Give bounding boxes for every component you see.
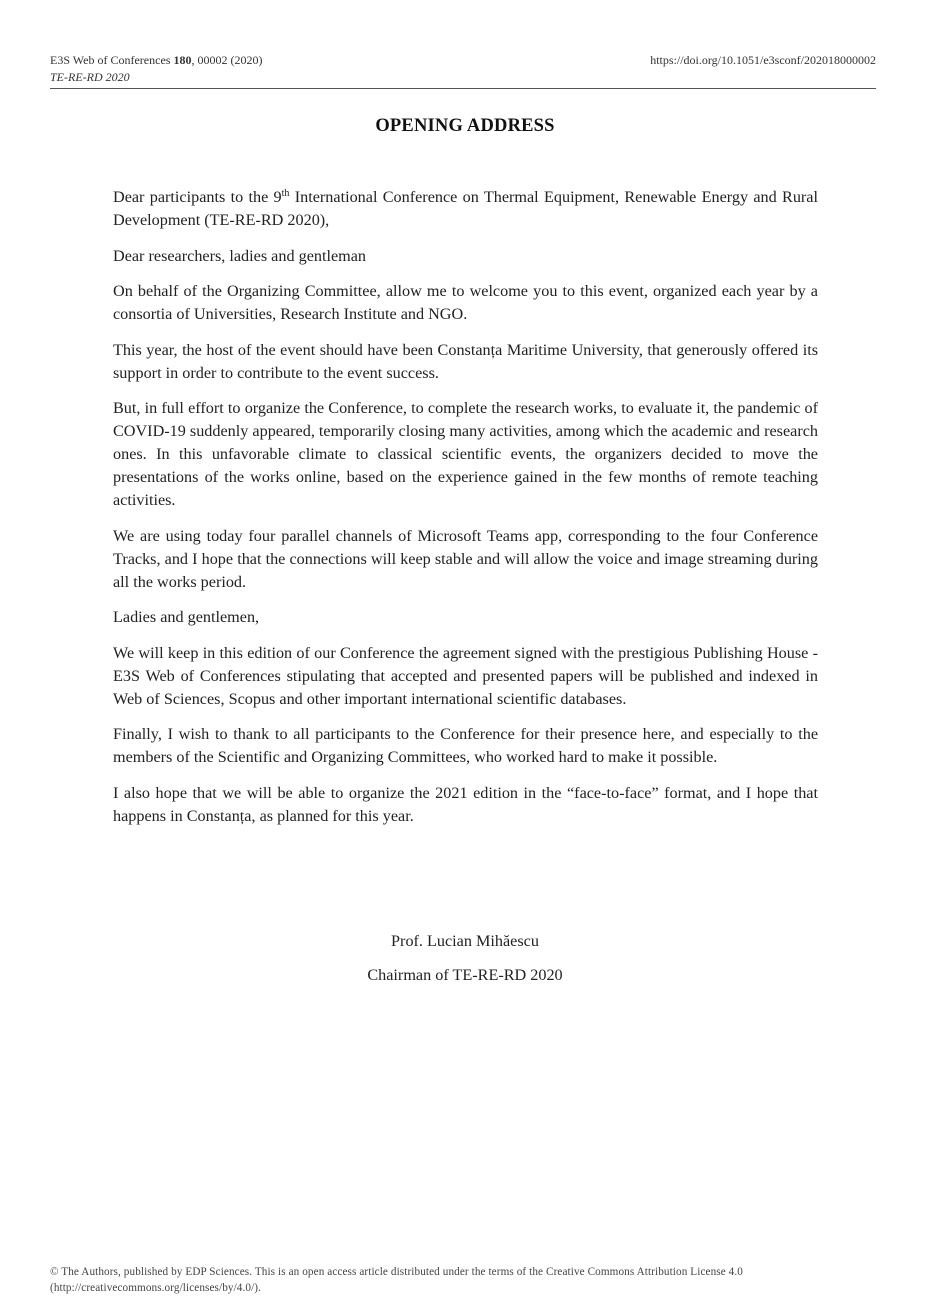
ordinal-superscript: th [281, 188, 290, 199]
conference-series: TE-RE-RD 2020 [50, 70, 130, 84]
paragraph-channels: We are using today four parallel channels of Microsoft Teams app, corresponding to the four Conference Tracks, and I hope that the connections will keep stable and will allow the voice and image streaming during all the works period. [113, 526, 818, 591]
paragraph-welcome: On behalf of the Organizing Committee, allow me to welcome you to this event, organized each year by a consortia of Universities, Research Institute and NGO. [113, 282, 818, 323]
paragraph-host: This year, the host of the event should have been Constanța Maritime University, that generously offered its support in order to contribute to the event success. [113, 340, 818, 382]
paragraph-salutation: Dear researchers, ladies and gentleman [113, 246, 367, 265]
paragraph-thanks: Finally, I wish to thank to all participants to the Conference for their presence here, and especially to the members of the Scientific and Organizing Committees, who worked hard to make it possible. [113, 725, 818, 766]
address-body [113, 186, 818, 840]
running-header-left [50, 52, 262, 86]
license-line-1: © The Authors, published by EDP Sciences. This is an open access article distributed under the terms of the Creative Commons Attribution License 4.0 [50, 1266, 743, 1278]
license-url[interactable]: (http://creativecommons.org/licenses/by/4.0/). [50, 1282, 262, 1294]
paragraph-ladies: Ladies and gentlemen, [113, 608, 260, 626]
signatory-role: Chairman of TE-RE-RD 2020 [367, 966, 563, 984]
volume-number: 180 [173, 53, 192, 67]
paragraph-hope: I also hope that we will be able to organize the 2021 edition in the “face-to-face” format, and I hope that happens in Constanța, as planned for this year. [113, 783, 818, 825]
paragraph-publishing: We will keep in this edition of our Conference the agreement signed with the prestigious Publishing House - E3S Web of Conferences stipulating that accepted and presented papers will be published and indexed in Web of Sciences, Scopus and other important international scientific databases. [113, 643, 818, 708]
greeting-text-start: Dear participants to the 9 [113, 188, 282, 206]
paragraph-greeting [113, 186, 818, 232]
header-divider [50, 88, 876, 89]
page-title: OPENING ADDRESS [375, 116, 555, 136]
journal-citation [50, 52, 262, 69]
article-number: , 00002 (2020) [191, 53, 263, 67]
doi-link[interactable]: https://doi.org/10.1051/e3sconf/202018000002 [650, 53, 876, 67]
journal-name: E3S Web of Conferences [50, 53, 174, 67]
license-footer [50, 1264, 876, 1296]
greeting-text-end: International Conference on Thermal Equipment, Renewable Energy and Rural Development (TE-RE-RD 2020), [113, 188, 818, 229]
signatory-name: Prof. Lucian Mihăescu [391, 932, 539, 950]
paragraph-pandemic: But, in full effort to organize the Conference, to complete the research works, to evaluate it, the pandemic of COVID-19 suddenly appeared, temporarily closing many activities, among which the academic and research ones. In this unfavorable climate to classical scientific events, the organizers decided to move the presentations of the works online, based on the experience gained in the few months of remote teaching activities. [113, 399, 818, 509]
signature-block [0, 930, 930, 998]
